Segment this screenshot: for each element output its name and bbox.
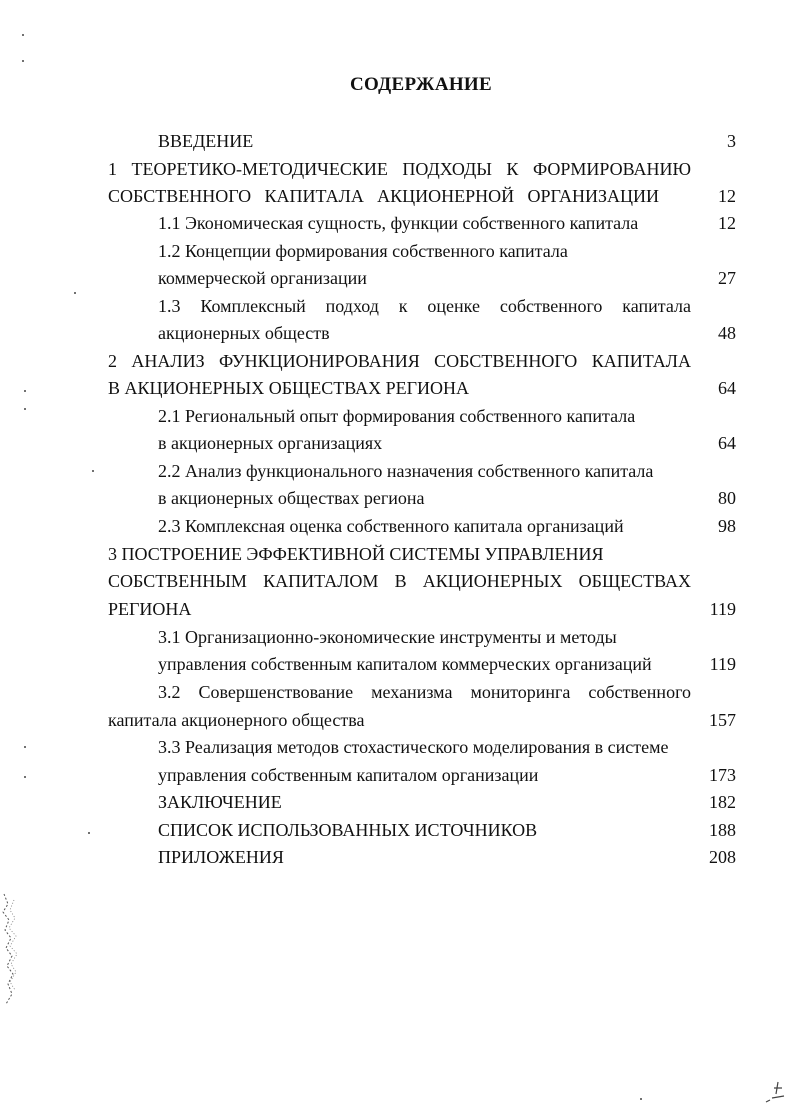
toc-chapter-2-line-1: 2 АНАЛИЗ ФУНКЦИОНИРОВАНИЯ СОБСТВЕННОГО КАПИТАЛА [108,351,691,371]
toc-page-number: 119 [709,654,736,674]
toc-section-2-2-line-2: в акционерных обществах региона [158,488,425,508]
toc-page-number: 119 [709,599,736,619]
toc-section-2-1-line-1: 2.1 Региональный опыт формирования собственного капитала [158,406,636,426]
toc-section-1-3-line-2: акционерных обществ [158,323,330,343]
toc-page-number: 182 [709,792,736,812]
toc-chapter-3-line-3: РЕГИОНА [108,599,192,619]
toc-entry-introduction: ВВЕДЕНИЕ [158,131,254,151]
toc-section-1-2-line-1: 1.2 Концепции формирования собственного капитала [158,241,568,261]
margin-scribble-icon [0,890,22,1010]
toc-page-number: 12 [718,213,736,233]
toc-entry-references: СПИСОК ИСПОЛЬЗОВАННЫХ ИСТОЧНИКОВ [158,820,538,840]
toc-section-3-3-line-1: 3.3 Реализация методов стохастического моделирования в системе [158,737,669,757]
toc-page-number: 208 [709,847,736,867]
toc-page-number: 3 [727,131,736,151]
toc-page-number: 80 [718,488,736,508]
toc-page-number: 98 [718,516,736,536]
toc-section-2-3: 2.3 Комплексная оценка собственного капитала организаций [158,516,624,536]
toc-section-1-2-line-2: коммерческой организации [158,268,367,288]
toc-page-number: 48 [718,323,736,343]
toc-chapter-1-line-2: СОБСТВЕННОГО КАПИТАЛА АКЦИОНЕРНОЙ ОРГАНИЗАЦИИ [108,186,659,206]
scan-speck [24,390,26,392]
toc-chapter-3-line-1: 3 ПОСТРОЕНИЕ ЭФФЕКТИВНОЙ СИСТЕМЫ УПРАВЛЕНИЯ [108,544,604,564]
toc-section-3-1-line-2: управления собственным капиталом коммерческих организаций [158,654,652,674]
toc-page-number: 27 [718,268,736,288]
scan-speck [640,1098,642,1100]
toc-entry-appendices: ПРИЛОЖЕНИЯ [158,847,284,867]
toc-page-number: 173 [709,765,736,785]
scan-speck [22,60,24,62]
toc-section-2-2-line-1: 2.2 Анализ функционального назначения собственного капитала [158,461,654,481]
corner-scan-mark-icon [760,1080,788,1106]
toc-section-1-3-line-1: 1.3 Комплексный подход к оценке собственного капитала [158,296,691,316]
toc-page-number: 157 [709,710,736,730]
toc-section-3-2-line-2: капитала акционерного общества [108,710,365,730]
toc-page-number: 188 [709,820,736,840]
toc-page-number: 64 [718,433,736,453]
toc-section-3-1-line-1: 3.1 Организационно-экономические инструменты и методы [158,627,617,647]
scan-speck [88,832,90,834]
scan-speck [74,292,76,294]
toc-page-number: 12 [718,186,736,206]
toc-chapter-3-line-2: СОБСТВЕННЫМ КАПИТАЛОМ В АКЦИОНЕРНЫХ ОБЩЕСТВАХ [108,571,691,591]
scan-speck [92,470,94,472]
toc-section-1-1: 1.1 Экономическая сущность, функции собственного капитала [158,213,639,233]
toc-section-3-2-line-1: 3.2 Совершенствование механизма мониторинга собственного [158,682,691,702]
scan-speck [24,408,26,410]
toc-chapter-2-line-2: В АКЦИОНЕРНЫХ ОБЩЕСТВАХ РЕГИОНА [108,378,469,398]
toc-entry-conclusion: ЗАКЛЮЧЕНИЕ [158,792,282,812]
scan-speck [24,746,26,748]
scan-speck [22,34,24,36]
toc-section-2-1-line-2: в акционерных организациях [158,433,383,453]
toc-page-number: 64 [718,378,736,398]
toc-chapter-1-line-1: 1 ТЕОРЕТИКО-МЕТОДИЧЕСКИЕ ПОДХОДЫ К ФОРМИРОВАНИЮ [108,159,691,179]
page-title: СОДЕРЖАНИЕ [350,74,492,95]
toc-section-3-3-line-2: управления собственным капиталом организации [158,765,539,785]
scan-speck [24,776,26,778]
